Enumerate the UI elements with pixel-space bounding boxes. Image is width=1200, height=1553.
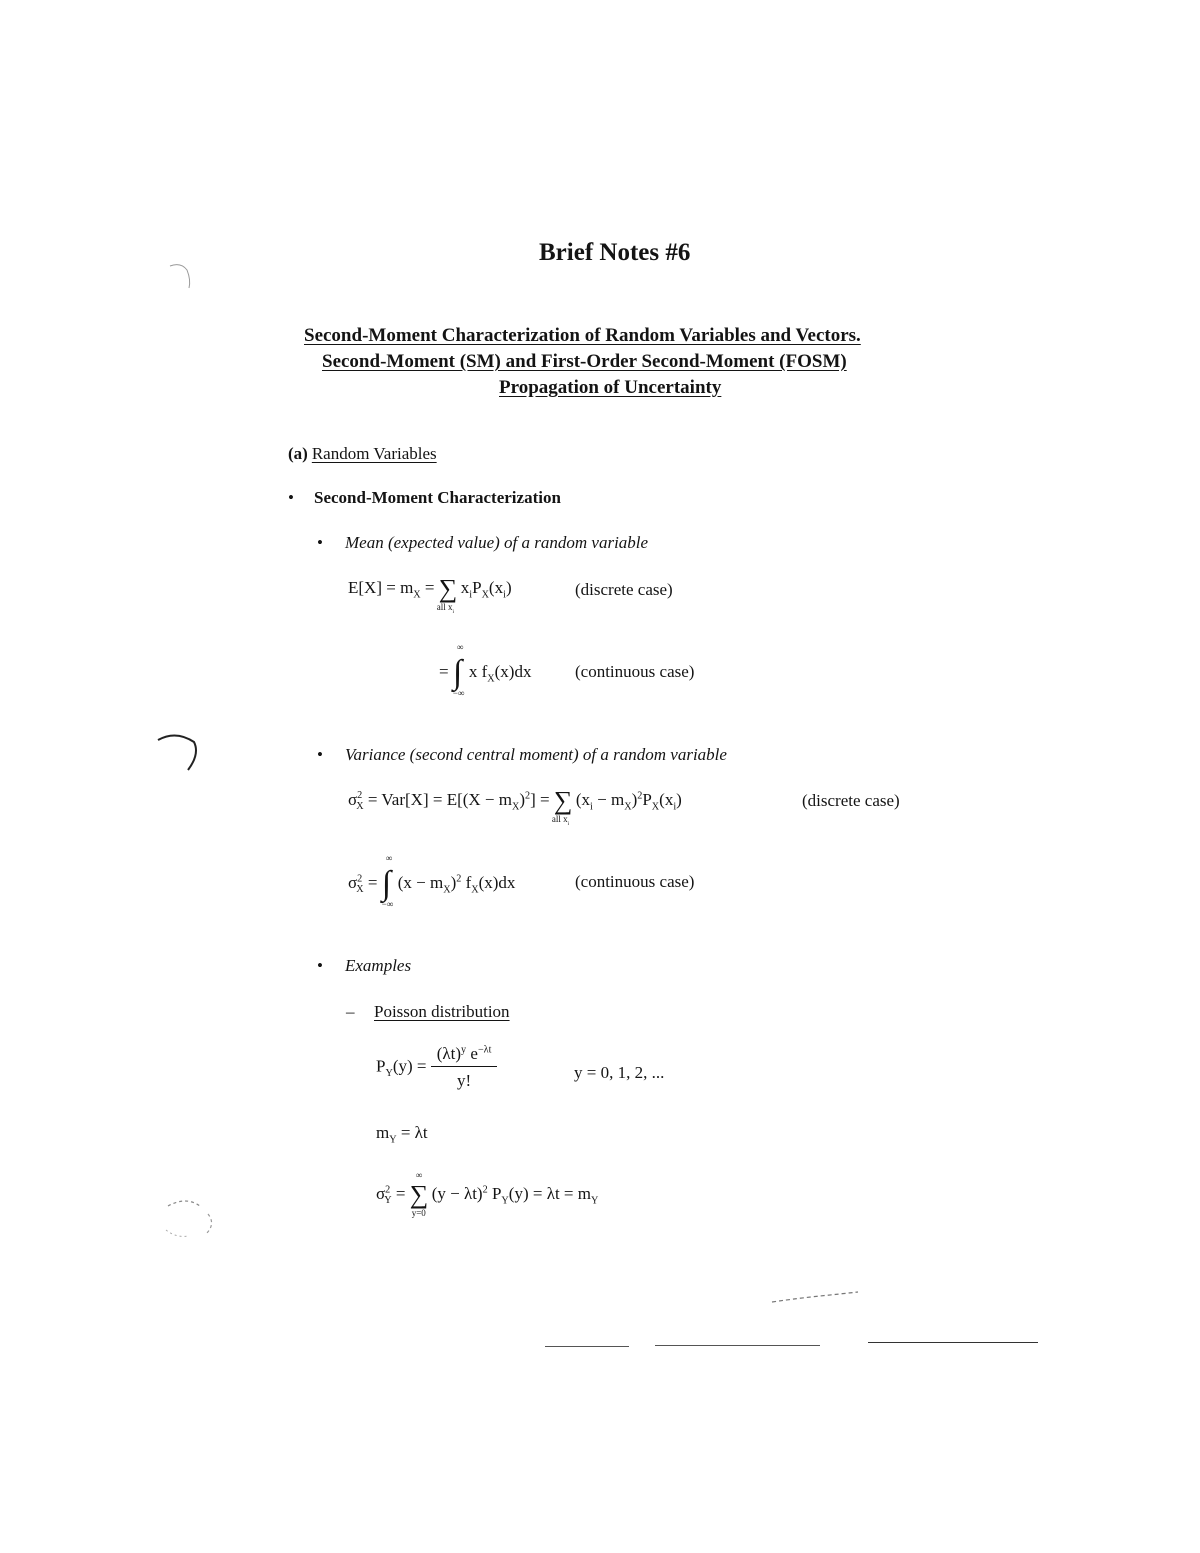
bullet-second-moment	[288, 488, 561, 508]
page-title: Brief Notes #6	[539, 239, 691, 266]
bullet-second-moment-text: Second-Moment Characterization	[314, 488, 561, 507]
bullet-variance	[317, 745, 727, 765]
variance-continuous-note: (continuous case)	[575, 872, 695, 891]
mean-continuous-note: (continuous case)	[575, 662, 695, 681]
scan-mark-top	[165, 258, 205, 298]
poisson-support: y = 0, 1, 2, ...	[574, 1063, 665, 1082]
heading-line-3: Propagation of Uncertainty	[499, 377, 722, 398]
section-a-heading	[288, 444, 437, 464]
pmf-fraction	[431, 1044, 498, 1091]
bullet-mean-text: Mean (expected value) of a random variable	[345, 533, 649, 552]
scan-smudge	[770, 1290, 870, 1310]
section-a-label: (a)	[288, 444, 308, 463]
equation-variance-continuous: $\sigma^2_X$ = ∞ ∫ −∞ $(x - m_X)^2$ $f_X(x)dx$	[348, 853, 516, 909]
dash-bullet: –	[346, 1002, 355, 1021]
heading-line-2: Second-Moment (SM) and First-Order Second-Moment (FOSM)	[322, 351, 847, 372]
bullet-examples-text: Examples	[345, 956, 412, 975]
integral-symbol: ∫	[452, 654, 463, 691]
equation-poisson-variance: $\sigma^2_Y$ = ∞ ∑ y=0 $(y - \lambda t)^2$ $P_Y(y) = \lambda t = m_Y$	[376, 1170, 599, 1218]
heading-line-1: Second-Moment Characterization of Random Variables and Vectors.	[304, 325, 861, 346]
scan-line	[655, 1345, 820, 1346]
sum-symbol: ∑	[438, 574, 458, 603]
equation-mean-continuous: = ∞ ∫ −∞ x $f_X(x)dx$	[439, 642, 532, 698]
equation-poisson-pmf: $P_Y(y)$ = $\frac{(\lambda t)^y e^{-\lambda t}}{y!}$	[376, 1044, 497, 1091]
bullet-variance-text: Variance (second central moment) of a random variable	[345, 745, 727, 764]
poisson-title: Poisson distribution	[374, 1002, 510, 1021]
integral-upper-limit: ∞	[456, 642, 464, 652]
sum-upper-limit: ∞	[415, 1170, 423, 1180]
bullet-dot-icon: •	[317, 956, 323, 975]
variance-discrete-note: (discrete case)	[802, 791, 900, 810]
bullet-dot-icon: •	[317, 745, 323, 764]
scan-line	[545, 1346, 629, 1347]
poisson-mean-rhs: = λt	[400, 1123, 428, 1142]
mean-discrete-note: (discrete case)	[575, 580, 673, 599]
pmf-numerator: $(\lambda t)^y$ $e^{-\lambda t}$	[431, 1044, 498, 1067]
section-a-title: Random Variables	[311, 444, 437, 463]
sum-lower-limit: y=0	[411, 1208, 426, 1218]
sum-symbol: ∑	[409, 1180, 429, 1209]
hole-punch-mark-bottom	[158, 1190, 238, 1250]
bullet-mean	[317, 533, 648, 553]
bullet-dot-icon: •	[288, 488, 294, 507]
integral-lower-limit: −∞	[381, 899, 394, 909]
integral-symbol: ∫	[381, 865, 392, 902]
equation-poisson-mean: $m_Y = \lambda t$	[376, 1123, 428, 1146]
hole-punch-mark	[150, 728, 220, 778]
pmf-denominator: y!	[457, 1071, 472, 1090]
integral-upper-limit: ∞	[385, 853, 393, 863]
scan-line	[868, 1342, 1038, 1343]
bullet-examples	[317, 956, 411, 976]
sum-index-label: all $x_i$	[436, 602, 454, 615]
integral-lower-limit: −∞	[452, 688, 465, 698]
sum-index-label: all $x_i$	[551, 814, 570, 827]
equation-variance-discrete: $\sigma^2_X = Var[X] = E[(X - m_X)^2]$ = ∑ all $x_i$ $(x_i - m_X)^2P_X(x_i)$	[348, 786, 682, 827]
poisson-heading	[346, 1002, 510, 1022]
bullet-dot-icon: •	[317, 533, 323, 552]
sum-symbol: ∑	[553, 786, 573, 815]
equation-mean-discrete: $E[X] = m_X$ = ∑ all $x_i$ $x_iP_X(x_i)$	[348, 574, 512, 615]
